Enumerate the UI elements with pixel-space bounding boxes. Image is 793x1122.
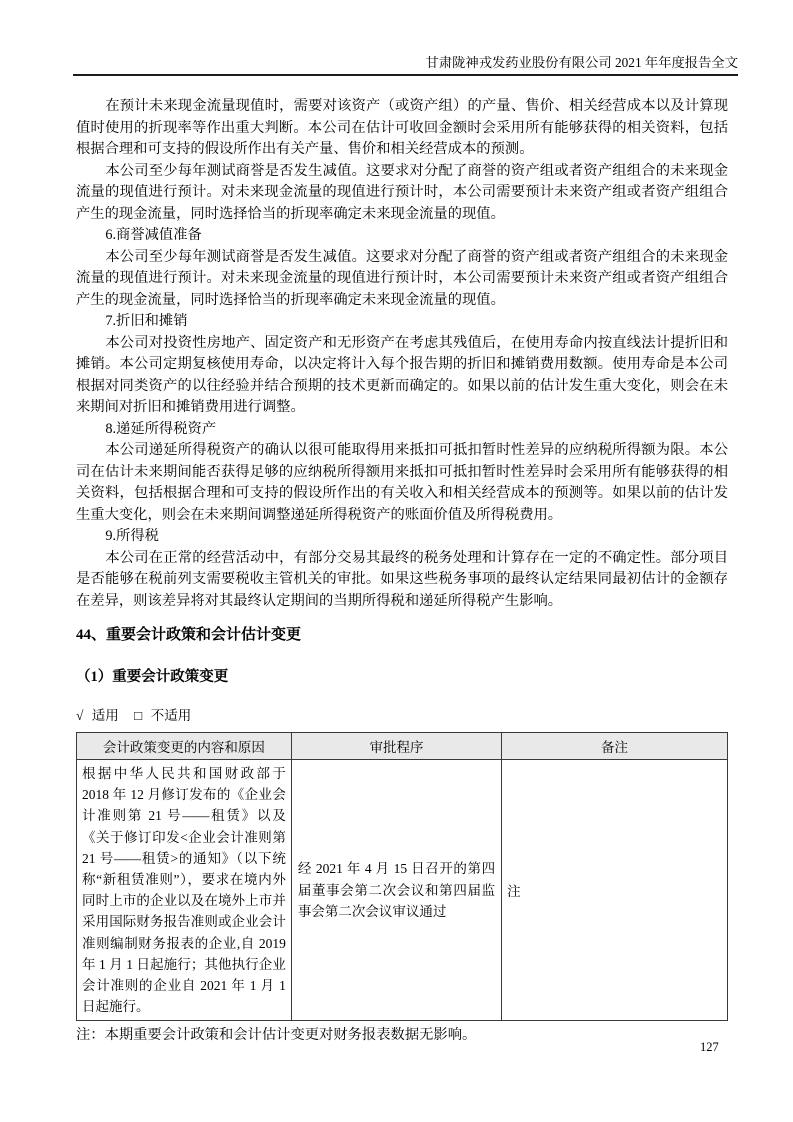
table-header-approval: 审批程序 bbox=[291, 733, 501, 760]
table-header-content: 会计政策变更的内容和原因 bbox=[77, 733, 292, 760]
paragraph: 本公司在正常的经营活动中，有部分交易其最终的税务处理和计算存在一定的不确定性。部分项目是否能够在税前列支需要税收主管机关的审批。如果这些税务事项的最终认定结果同最初估计的金额存在差异，则该差异将对其最终认定期间的当期所得税和递延所得税产生影响。 bbox=[76, 549, 728, 609]
table-header-row bbox=[77, 733, 728, 760]
page-content bbox=[76, 96, 728, 1045]
checkbox-empty-icon: □ bbox=[134, 708, 143, 723]
clause-heading: 9.所得税 bbox=[105, 528, 159, 544]
table-cell-content: 根据中华人民共和国财政部于 2018 年 12 月修订发布的《企业会计准则第 21 号——租赁》以及《关于修订印发<企业会计准则第 21 号——租赁>的通知》（以下统称“新租赁准则”），要求在境内外同时上市的企业以及在境外上市并采用国际财务报告准则或企业会计准则编制财务报表的企业,自 2019 年 1 月 1 日起施行；其他执行企业会计准则的企业自 2021 年 1 月 1 日起施行。 bbox=[77, 760, 292, 1021]
report-title: 甘肃陇神戎发药业股份有限公司 2021 年年度报告全文 bbox=[425, 55, 738, 70]
table-cell-approval: 经 2021 年 4 月 15 日召开的第四届董事会第二次会议和第四届监事会第二次会议审议通过 bbox=[291, 760, 501, 1021]
paragraph: 本公司至少每年测试商誉是否发生减值。这要求对分配了商誉的资产组或者资产组组合的未来现金流量的现值进行预计。对未来现金流量的现值进行预计时，本公司需要预计未来资产组或者资产组组合产生的现金流量，同时选择恰当的折现率确定未来现金流量的现值。 bbox=[76, 248, 728, 308]
table-header-remark: 备注 bbox=[502, 733, 728, 760]
page-number: 127 bbox=[700, 1040, 719, 1054]
subsection-heading: （1）重要会计政策变更 bbox=[76, 669, 229, 685]
paragraph: 在预计未来现金流量现值时，需要对该资产（或资产组）的产量、售价、相关经营成本以及计算现值时使用的折现率等作出重大判断。本公司在估计可收回金额时会采用所有能够获得的相关资料，包括根据合理和可支持的假设所作出有关产量、售价和相关经营成本的预测。 bbox=[76, 98, 728, 157]
table-cell-remark: 注 bbox=[502, 760, 728, 1021]
clause-heading: 7.折旧和摊销 bbox=[105, 313, 188, 329]
applicability-line bbox=[76, 708, 728, 724]
table-note: 注：本期重要会计政策和会计估计变更对财务报表数据无影响。 bbox=[76, 1027, 477, 1044]
not-applicable-label: 不适用 bbox=[150, 708, 192, 723]
paragraph: 本公司至少每年测试商誉是否发生减值。这要求对分配了商誉的资产组或者资产组组合的未来现金流量的现值进行预计。对未来现金流量的现值进行预计时，本公司需要预计未来资产组或者资产组组合产生的现金流量，同时选择恰当的折现率确定未来现金流量的现值。 bbox=[76, 162, 728, 222]
check-icon: √ bbox=[76, 708, 84, 723]
policy-change-table bbox=[76, 732, 728, 1021]
page-header bbox=[73, 55, 738, 76]
paragraph: 本公司对投资性房地产、固定资产和无形资产在考虑其残值后，在使用寿命内按直线法计提折旧和摊销。本公司定期复核使用寿命，以决定将计入每个报告期的折旧和摊销费用数额。使用寿命是本公司根据对同类资产的以往经验并结合预期的技术更新而确定的。如果以前的估计发生重大变化，则会在未来期间对折旧和摊销费用进行调整。 bbox=[76, 334, 728, 415]
paragraph: 本公司递延所得税资产的确认以很可能取得用来抵扣可抵扣暂时性差异的应纳税所得额为限。本公司在估计未来期间能否获得足够的应纳税所得额用来抵扣可抵扣暂时性差异时会采用所有能够获得的相关资料，包括根据合理和可支持的假设所作出的有关收入和相关经营成本的预测等。如果以前的估计发生重大变化，则会在未来期间调整递延所得税资产的账面价值及所得税费用。 bbox=[76, 442, 728, 523]
clause-heading: 6.商誉减值准备 bbox=[105, 227, 202, 243]
clause-heading: 8.递延所得税资产 bbox=[105, 420, 217, 437]
applicable-label: 适用 bbox=[91, 708, 119, 723]
table-row bbox=[77, 760, 728, 1021]
section-heading: 44、重要会计政策和会计估计变更 bbox=[76, 627, 302, 643]
